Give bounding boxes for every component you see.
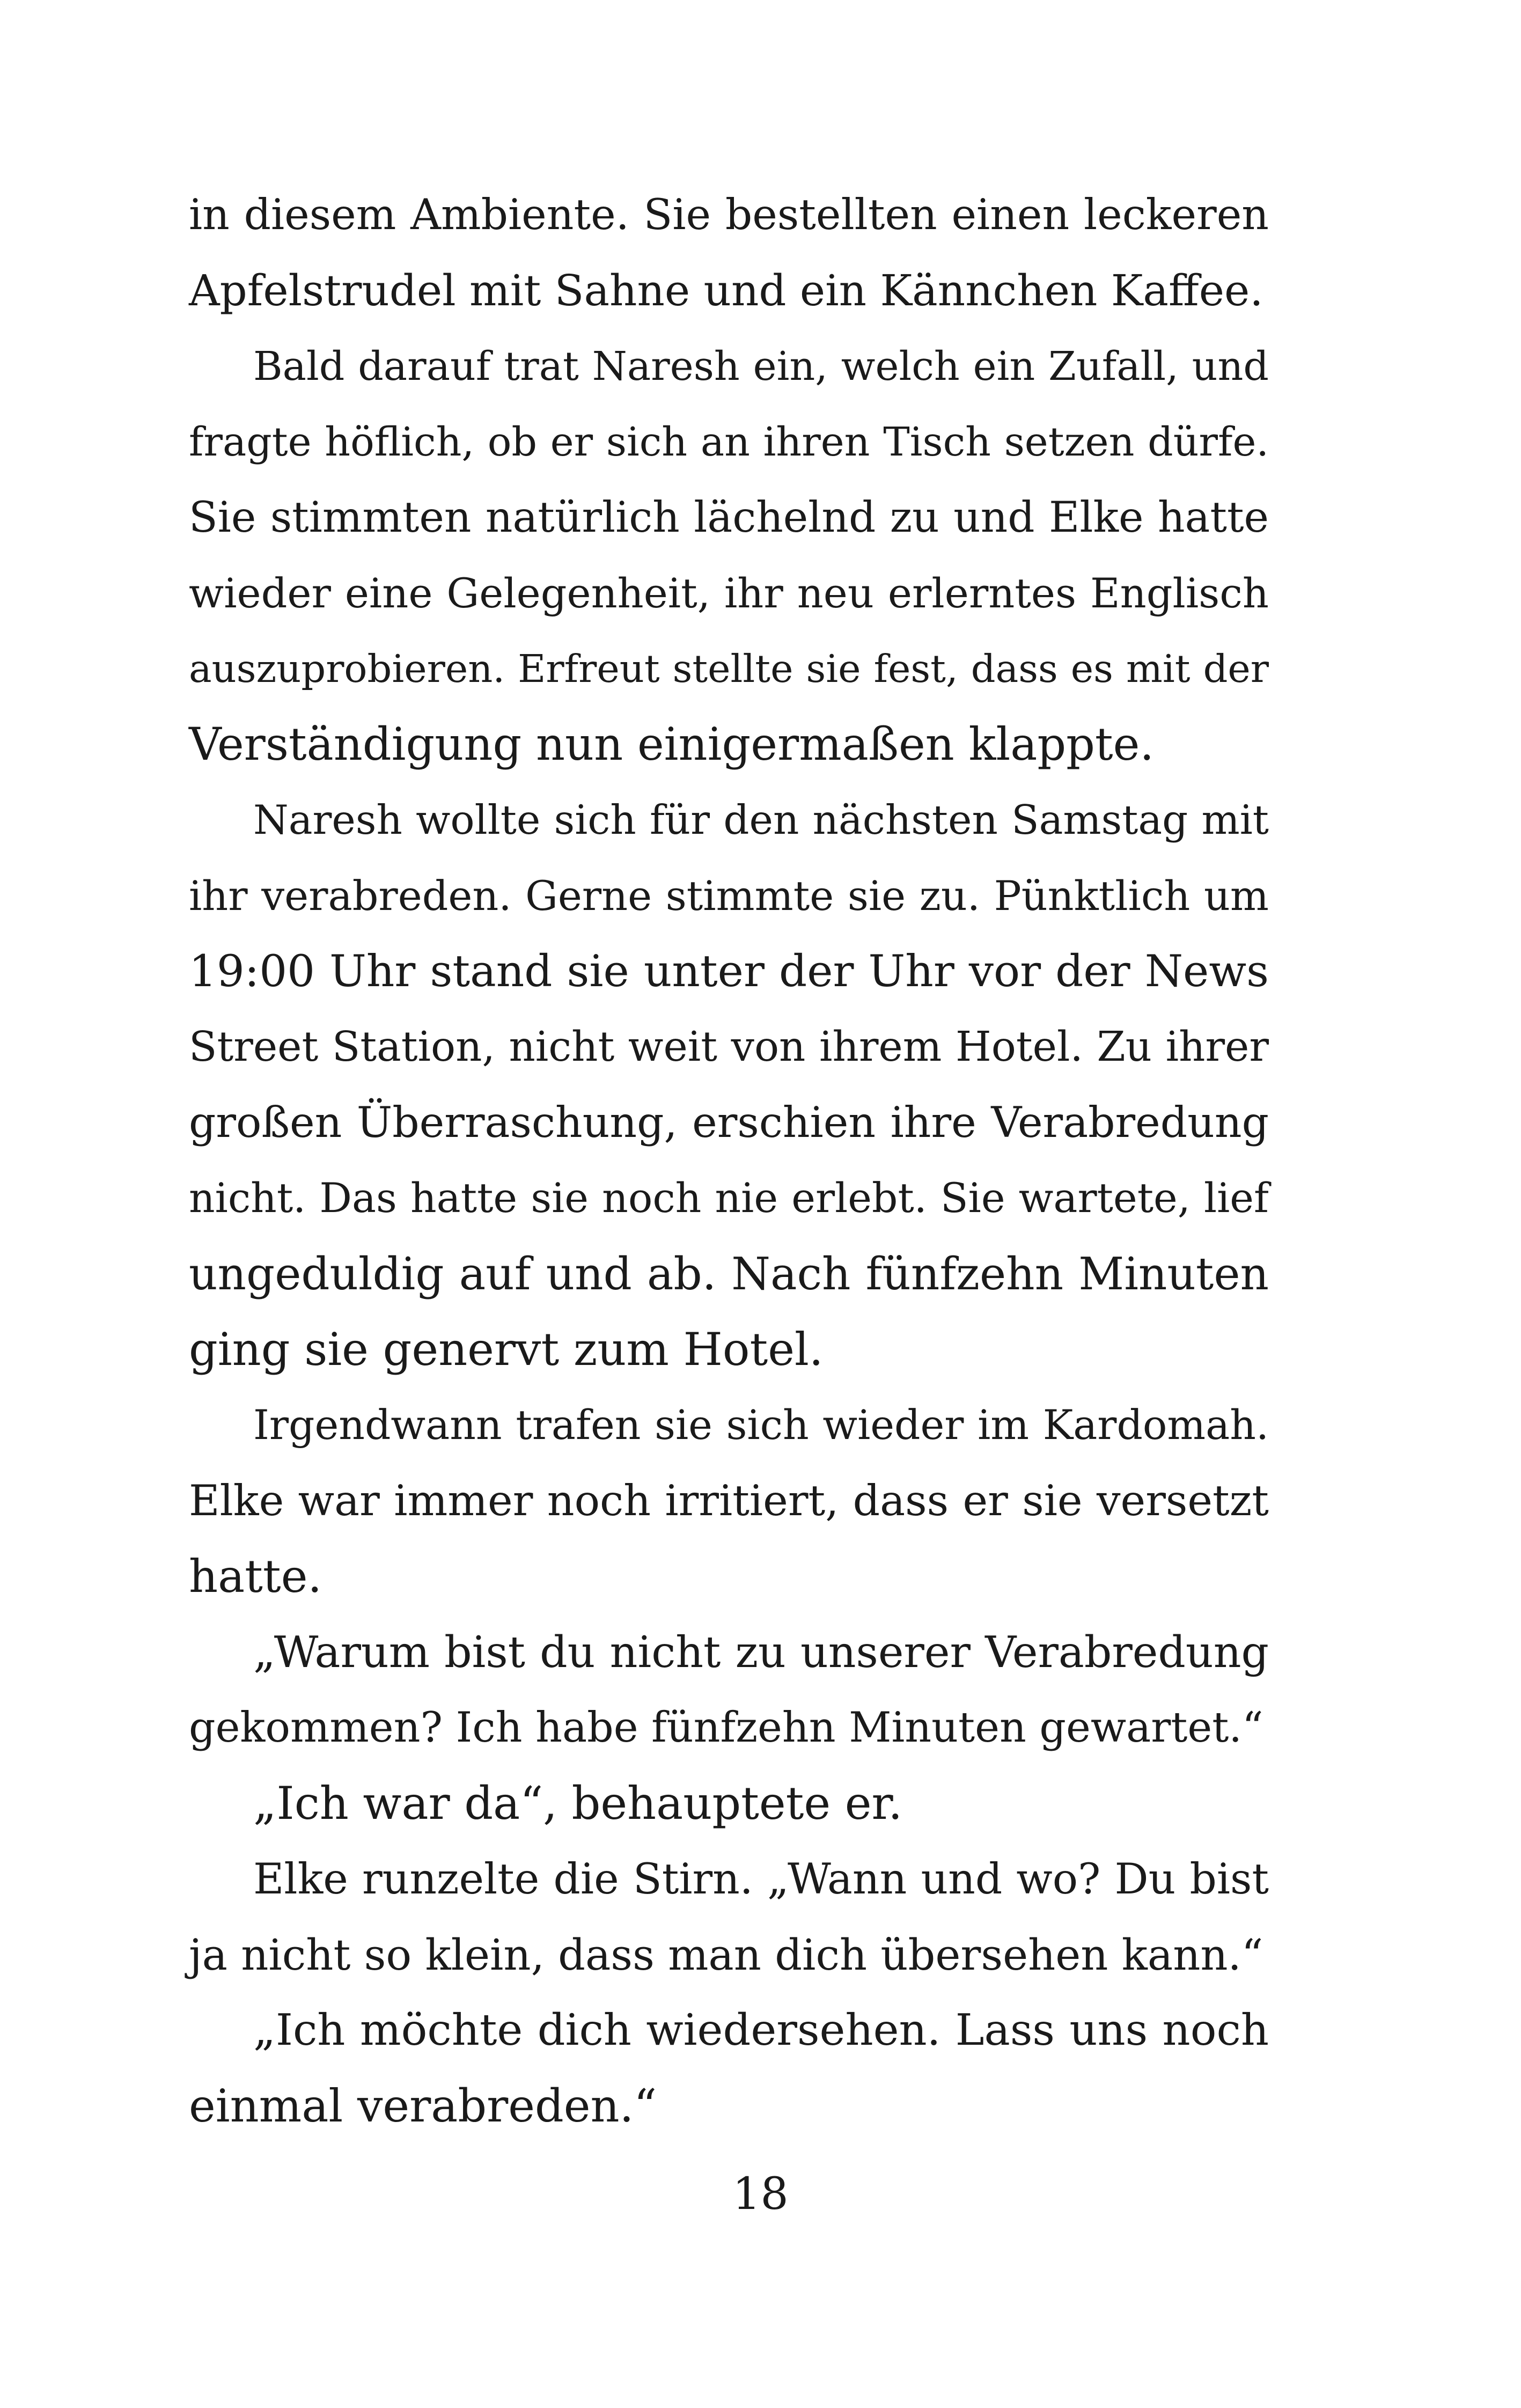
- text-line: Bald darauf trat Naresh ein, welch ein Zufall, und: [253, 343, 1269, 390]
- text-line: Naresh wollte sich für den nächsten Samstag mit: [253, 796, 1269, 843]
- text-line: nicht. Das hatte sie noch nie erlebt. Sie wartete, lief: [189, 1174, 1269, 1222]
- text-line: gekommen? Ich habe fünfzehn Minuten gewartet.“: [189, 1704, 1263, 1752]
- text-line: hatte.: [189, 1550, 322, 1603]
- text-line: Irgendwann trafen sie sich wieder im Kardomah.: [253, 1401, 1269, 1449]
- text-line: auszuprobieren. Erfreut stellte sie fest, dass es mit der: [189, 647, 1269, 691]
- text-line: ungeduldig auf und ab. Nach fünfzehn Minuten: [189, 1248, 1269, 1300]
- text-line: wieder eine Gelegenheit, ihr neu erlerntes Englisch: [189, 569, 1269, 617]
- text-line: 19:00 Uhr stand sie unter der Uhr vor der News: [189, 946, 1269, 997]
- page-number: 18: [732, 2169, 789, 2220]
- text-line: Apfelstrudel mit Sahne und ein Kännchen Kaffee.: [189, 266, 1263, 315]
- text-line: „Warum bist du nicht zu unserer Verabredung: [253, 1627, 1269, 1677]
- text-line: Elke war immer noch irritiert, dass er sie versetzt: [189, 1476, 1269, 1525]
- text-line: ging sie genervt zum Hotel.: [189, 1323, 824, 1376]
- text-line: Elke runzelte die Stirn. „Wann und wo? Du bist: [253, 1854, 1269, 1904]
- text-line: ja nicht so klein, dass man dich übersehen kann.“: [189, 1930, 1263, 1980]
- text-line: Street Station, nicht weit von ihrem Hotel. Zu ihrer: [189, 1023, 1269, 1071]
- text-line: Verständigung nun einigermaßen klappte.: [189, 718, 1155, 770]
- text-line: „Ich möchte dich wiedersehen. Lass uns noch: [253, 2005, 1269, 2055]
- body-text: [189, 177, 1269, 2144]
- text-line: großen Überraschung, erschien ihre Verabredung: [189, 1098, 1269, 1147]
- text-line: in diesem Ambiente. Sie bestellten einen leckeren: [189, 190, 1269, 239]
- text-line: ihr verabreden. Gerne stimmte sie zu. Pünktlich um: [189, 872, 1269, 920]
- text-line: einmal verabreden.“: [189, 2080, 657, 2132]
- text-line: fragte höflich, ob er sich an ihren Tisch setzen dürfe.: [189, 419, 1269, 465]
- text-line: „Ich war da“, behauptete er.: [253, 1777, 903, 1830]
- text-line: Sie stimmten natürlich lächelnd zu und Elke hatte: [189, 493, 1269, 542]
